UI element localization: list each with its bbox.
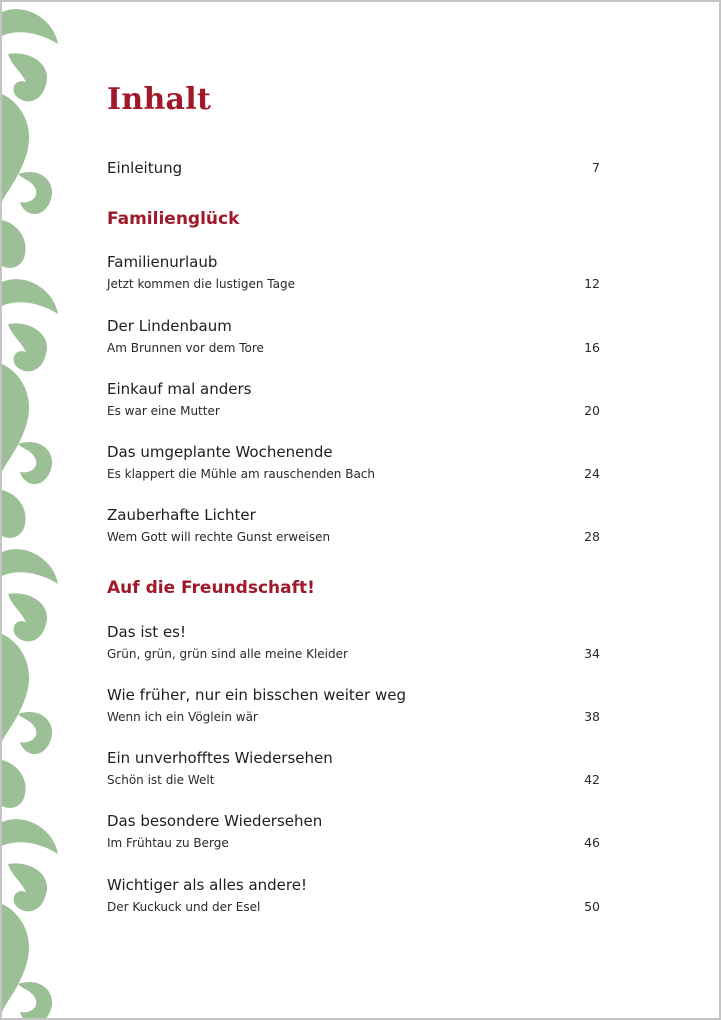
toc-entry[interactable] (107, 875, 600, 914)
toc-entry-page: 50 (584, 899, 600, 914)
toc-entry-page: 24 (584, 466, 600, 481)
toc-entry[interactable] (107, 379, 600, 418)
toc-entry[interactable] (107, 748, 600, 787)
toc-entry-title: Das ist es! (107, 623, 187, 641)
toc-entry-page: 38 (584, 709, 600, 724)
toc-entry-subtitle: Der Kuckuck und der Esel (107, 900, 261, 914)
toc-entry-page: 46 (584, 835, 600, 850)
toc-entry[interactable] (107, 316, 600, 355)
toc-entry[interactable] (107, 811, 600, 850)
toc-entry[interactable] (107, 505, 600, 544)
toc-entry[interactable] (107, 252, 600, 291)
toc-entry-title: Wichtiger als alles andere! (107, 876, 307, 894)
toc-entry-title: Zauberhafte Lichter (107, 506, 256, 524)
toc-entry-subtitle: Grün, grün, grün sind alle meine Kleider (107, 647, 348, 661)
toc-entry-title: Wie früher, nur ein bisschen weiter weg (107, 686, 406, 704)
toc-entry-page: 16 (584, 340, 600, 355)
toc-entry-title: Familienurlaub (107, 253, 218, 271)
toc-entry-title: Ein unverhofftes Wiedersehen (107, 749, 333, 767)
toc-entry-intro[interactable] (107, 158, 600, 178)
toc-entry-title: Der Lindenbaum (107, 317, 232, 335)
toc-entry-subtitle: Am Brunnen vor dem Tore (107, 341, 264, 355)
floral-ornament-icon (2, 2, 64, 1020)
page-title: Inhalt (107, 82, 212, 117)
toc-entry-page: 28 (584, 529, 600, 544)
toc-entry-page: 12 (584, 276, 600, 291)
toc-entry-subtitle: Im Frühtau zu Berge (107, 836, 229, 850)
toc-entry[interactable] (107, 622, 600, 661)
toc-entry-subtitle: Wenn ich ein Vöglein wär (107, 710, 258, 724)
section-heading-freundschaft: Auf die Freundschaft! (107, 578, 315, 598)
toc-entry-subtitle: Schön ist die Welt (107, 773, 215, 787)
toc-entry-title: Einleitung (107, 159, 183, 177)
section-heading-familienglueck: Familienglück (107, 209, 240, 229)
toc-entry-title: Einkauf mal anders (107, 380, 252, 398)
toc-entry-title: Das besondere Wiedersehen (107, 812, 323, 830)
toc-entry-page: 20 (584, 403, 600, 418)
toc-entry-title: Das umgeplante Wochenende (107, 443, 333, 461)
toc-entry-page: 34 (584, 646, 600, 661)
toc-entry-page: 42 (584, 772, 600, 787)
toc-entry-page: 7 (592, 160, 600, 175)
toc-entry-subtitle: Es klappert die Mühle am rauschenden Bach (107, 467, 376, 481)
toc-entry-subtitle: Es war eine Mutter (107, 404, 220, 418)
toc-entry-subtitle: Jetzt kommen die lustigen Tage (107, 277, 295, 291)
toc-entry[interactable] (107, 442, 600, 481)
toc-entry-subtitle: Wem Gott will rechte Gunst erweisen (107, 530, 331, 544)
toc-entry[interactable] (107, 685, 600, 724)
